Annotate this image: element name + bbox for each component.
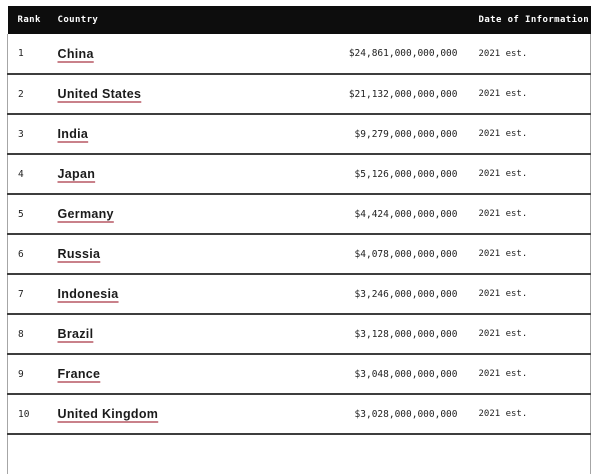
- country-link[interactable]: Brazil: [57, 327, 94, 341]
- date-cell: 2021 est.: [466, 234, 591, 274]
- country-cell: [58, 354, 348, 394]
- table-row: [8, 74, 591, 114]
- value-cell: $4,078,000,000,000: [348, 234, 466, 274]
- rank-cell: 4: [8, 154, 58, 194]
- table-header-row: [8, 6, 591, 34]
- rank-cell: 7: [8, 274, 58, 314]
- country-link[interactable]: Japan: [57, 167, 96, 181]
- country-cell: [58, 194, 348, 234]
- country-link[interactable]: Russia: [57, 247, 101, 261]
- table-row-partial: [8, 434, 591, 474]
- country-link[interactable]: Germany: [57, 207, 114, 221]
- country-cell: [58, 154, 348, 194]
- rank-cell: 6: [8, 234, 58, 274]
- column-header-rank: Rank: [8, 6, 58, 34]
- country-comparison-table: [7, 6, 591, 474]
- rank-cell: 5: [8, 194, 58, 234]
- value-cell: $9,279,000,000,000: [348, 114, 466, 154]
- value-cell: $3,246,000,000,000: [348, 274, 466, 314]
- date-cell: 2021 est.: [466, 354, 591, 394]
- value-cell: $24,861,000,000,000: [348, 34, 466, 74]
- country-cell: [58, 74, 348, 114]
- value-cell: $3,128,000,000,000: [348, 314, 466, 354]
- country-comparison-table-container: [7, 6, 590, 474]
- country-link[interactable]: United States: [57, 87, 142, 101]
- country-link[interactable]: China: [57, 46, 94, 61]
- date-cell: 2021 est.: [466, 74, 591, 114]
- country-link[interactable]: France: [57, 367, 101, 381]
- column-header-value: [348, 6, 466, 34]
- date-cell: 2021 est.: [466, 154, 591, 194]
- value-cell: $5,126,000,000,000: [348, 154, 466, 194]
- table-row: [8, 314, 591, 354]
- value-cell: $3,028,000,000,000: [348, 394, 466, 434]
- value-cell: $21,132,000,000,000: [348, 74, 466, 114]
- column-header-date: Date of Information: [466, 6, 591, 34]
- country-cell: [58, 314, 348, 354]
- rank-cell: 8: [8, 314, 58, 354]
- table-row: [8, 394, 591, 434]
- country-cell: [58, 394, 348, 434]
- rank-cell: 1: [8, 34, 58, 74]
- country-cell: [58, 34, 348, 74]
- table-row: [8, 194, 591, 234]
- table-row: [8, 234, 591, 274]
- table-row: [8, 354, 591, 394]
- rank-cell: 10: [8, 394, 58, 434]
- date-cell: 2021 est.: [466, 114, 591, 154]
- country-link[interactable]: Indonesia: [57, 287, 119, 301]
- country-link[interactable]: India: [57, 127, 89, 141]
- partial-row-cell: [8, 434, 591, 474]
- rank-cell: 9: [8, 354, 58, 394]
- country-cell: [58, 114, 348, 154]
- date-cell: 2021 est.: [466, 314, 591, 354]
- date-cell: 2021 est.: [466, 34, 591, 74]
- table-row: [8, 154, 591, 194]
- table-row: [8, 274, 591, 314]
- value-cell: $3,048,000,000,000: [348, 354, 466, 394]
- value-cell: $4,424,000,000,000: [348, 194, 466, 234]
- rank-cell: 2: [8, 74, 58, 114]
- date-cell: 2021 est.: [466, 394, 591, 434]
- table-row: [8, 114, 591, 154]
- date-cell: 2021 est.: [466, 274, 591, 314]
- country-cell: [58, 274, 348, 314]
- country-cell: [58, 234, 348, 274]
- date-cell: 2021 est.: [466, 194, 591, 234]
- country-link[interactable]: United Kingdom: [57, 407, 159, 421]
- rank-cell: 3: [8, 114, 58, 154]
- table-row: [8, 34, 591, 74]
- column-header-country: Country: [58, 6, 348, 34]
